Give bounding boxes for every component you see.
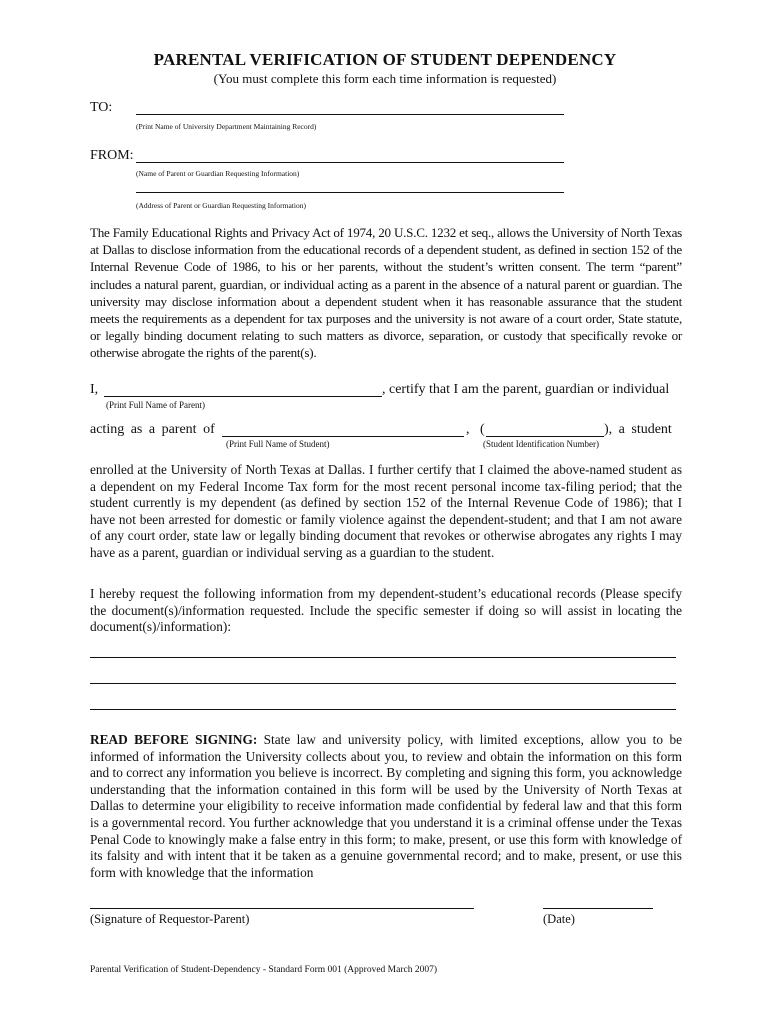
form-title: PARENTAL VERIFICATION OF STUDENT DEPENDENCY xyxy=(153,50,617,69)
from-name-caption: (Name of Parent or Guardian Requesting Information) xyxy=(136,169,300,178)
from-address-field[interactable] xyxy=(136,192,564,193)
signature-field[interactable] xyxy=(90,908,474,909)
date-field[interactable] xyxy=(543,908,653,909)
signature-label: (Signature of Requestor-Parent) xyxy=(90,912,250,926)
notice-lead: READ BEFORE SIGNING: xyxy=(90,732,258,747)
student-name-field[interactable] xyxy=(222,436,464,437)
request-line-2[interactable] xyxy=(90,683,676,684)
parent-name-caption: (Print Full Name of Parent) xyxy=(106,400,205,410)
read-before-signing-paragraph xyxy=(90,732,682,881)
student-id-caption: (Student Identification Number) xyxy=(483,439,599,449)
to-label: TO: xyxy=(90,100,113,115)
date-label: (Date) xyxy=(543,912,575,926)
ferpa-paragraph: The Family Educational Rights and Privacy Act of 1974, 20 U.S.C. 1232 et seq., allows the University of North Texas at Dallas to disclose information from the educational records of a dependent student, as defined in section 152 of the Internal Revenue Code of 1986, to his or her parents, without the student’s written consent. The term “parent” includes a natural parent, guardian, or individual acting as a parent in the absence of a natural parent or guardian. The university may disclose information about a dependent student when it has reasonable assurance that the student meets the requirements as a dependent for tax purposes and the university is not aware of a court order, State statute, or legally binding document relating to such matters as divorce, separation, or custody that specifically revoke or otherwise abrogate the rights of the parent(s). xyxy=(90,225,682,361)
request-paragraph: I hereby request the following information from my dependent-student’s educational records (Please specify the document(s)/information requested. Include the specific semester if doing so will assist in locating the document(s)/information): xyxy=(90,586,682,635)
student-id-field[interactable] xyxy=(486,436,604,437)
from-name-field[interactable] xyxy=(136,162,564,163)
acting-comma: , xyxy=(466,422,470,437)
acting-prefix: acting as a parent of xyxy=(90,422,215,437)
student-name-caption: (Print Full Name of Student) xyxy=(226,439,330,449)
certify-suffix: , certify that I am the parent, guardian or individual xyxy=(382,382,670,397)
notice-text: State law and university policy, with limited exceptions, allow you to be informed of information the University collects about you, to review and obtain the information on this form and to correct any information you believe is incorrect. By completing and signing this form, you acknowledge understanding that the information contained in this form will be used by the University of North Texas at Dallas to determine your eligibility to receive information made confidential by federal law and that this form is a governmental record. You further acknowledge that you understand it is a criminal offense under the Texas Penal Code to knowingly make a false entry in this form; to make, present, or use this form with knowledge of its falsity and with intent that it be taken as a genuine governmental record; and to make, present, or use this form with knowledge that the information xyxy=(90,732,682,880)
form-footer: Parental Verification of Student-Dependency - Standard Form 001 (Approved March 2007) xyxy=(90,965,438,975)
parent-name-field[interactable] xyxy=(104,396,382,397)
request-line-1[interactable] xyxy=(90,657,676,658)
to-caption: (Print Name of University Department Maintaining Record) xyxy=(136,122,317,131)
request-line-3[interactable] xyxy=(90,709,676,710)
certify-paragraph: enrolled at the University of North Texas at Dallas. I further certify that I claimed the above-named student as a dependent on my Federal Income Tax form for the most recent personal income tax-filing period; that the student currently is my dependent (as defined by section 152 of the Internal Revenue Code of 1986); that I have not been arrested for domestic or family violence against the dependent-student; and that I am not aware of any court order, state law or legally binding document that revokes or otherwise abrogates any rights I may have as a parent, guardian or individual serving as a guardian to the student. xyxy=(90,462,682,560)
certify-prefix: I, xyxy=(90,382,99,397)
from-label: FROM: xyxy=(90,148,134,163)
from-address-caption: (Address of Parent or Guardian Requesting Information) xyxy=(136,201,306,210)
id-close-suffix: ), a student xyxy=(604,422,672,437)
to-department-field[interactable] xyxy=(136,114,564,115)
form-subtitle: (You must complete this form each time information is requested) xyxy=(213,71,557,86)
id-open-paren: ( xyxy=(480,422,485,437)
